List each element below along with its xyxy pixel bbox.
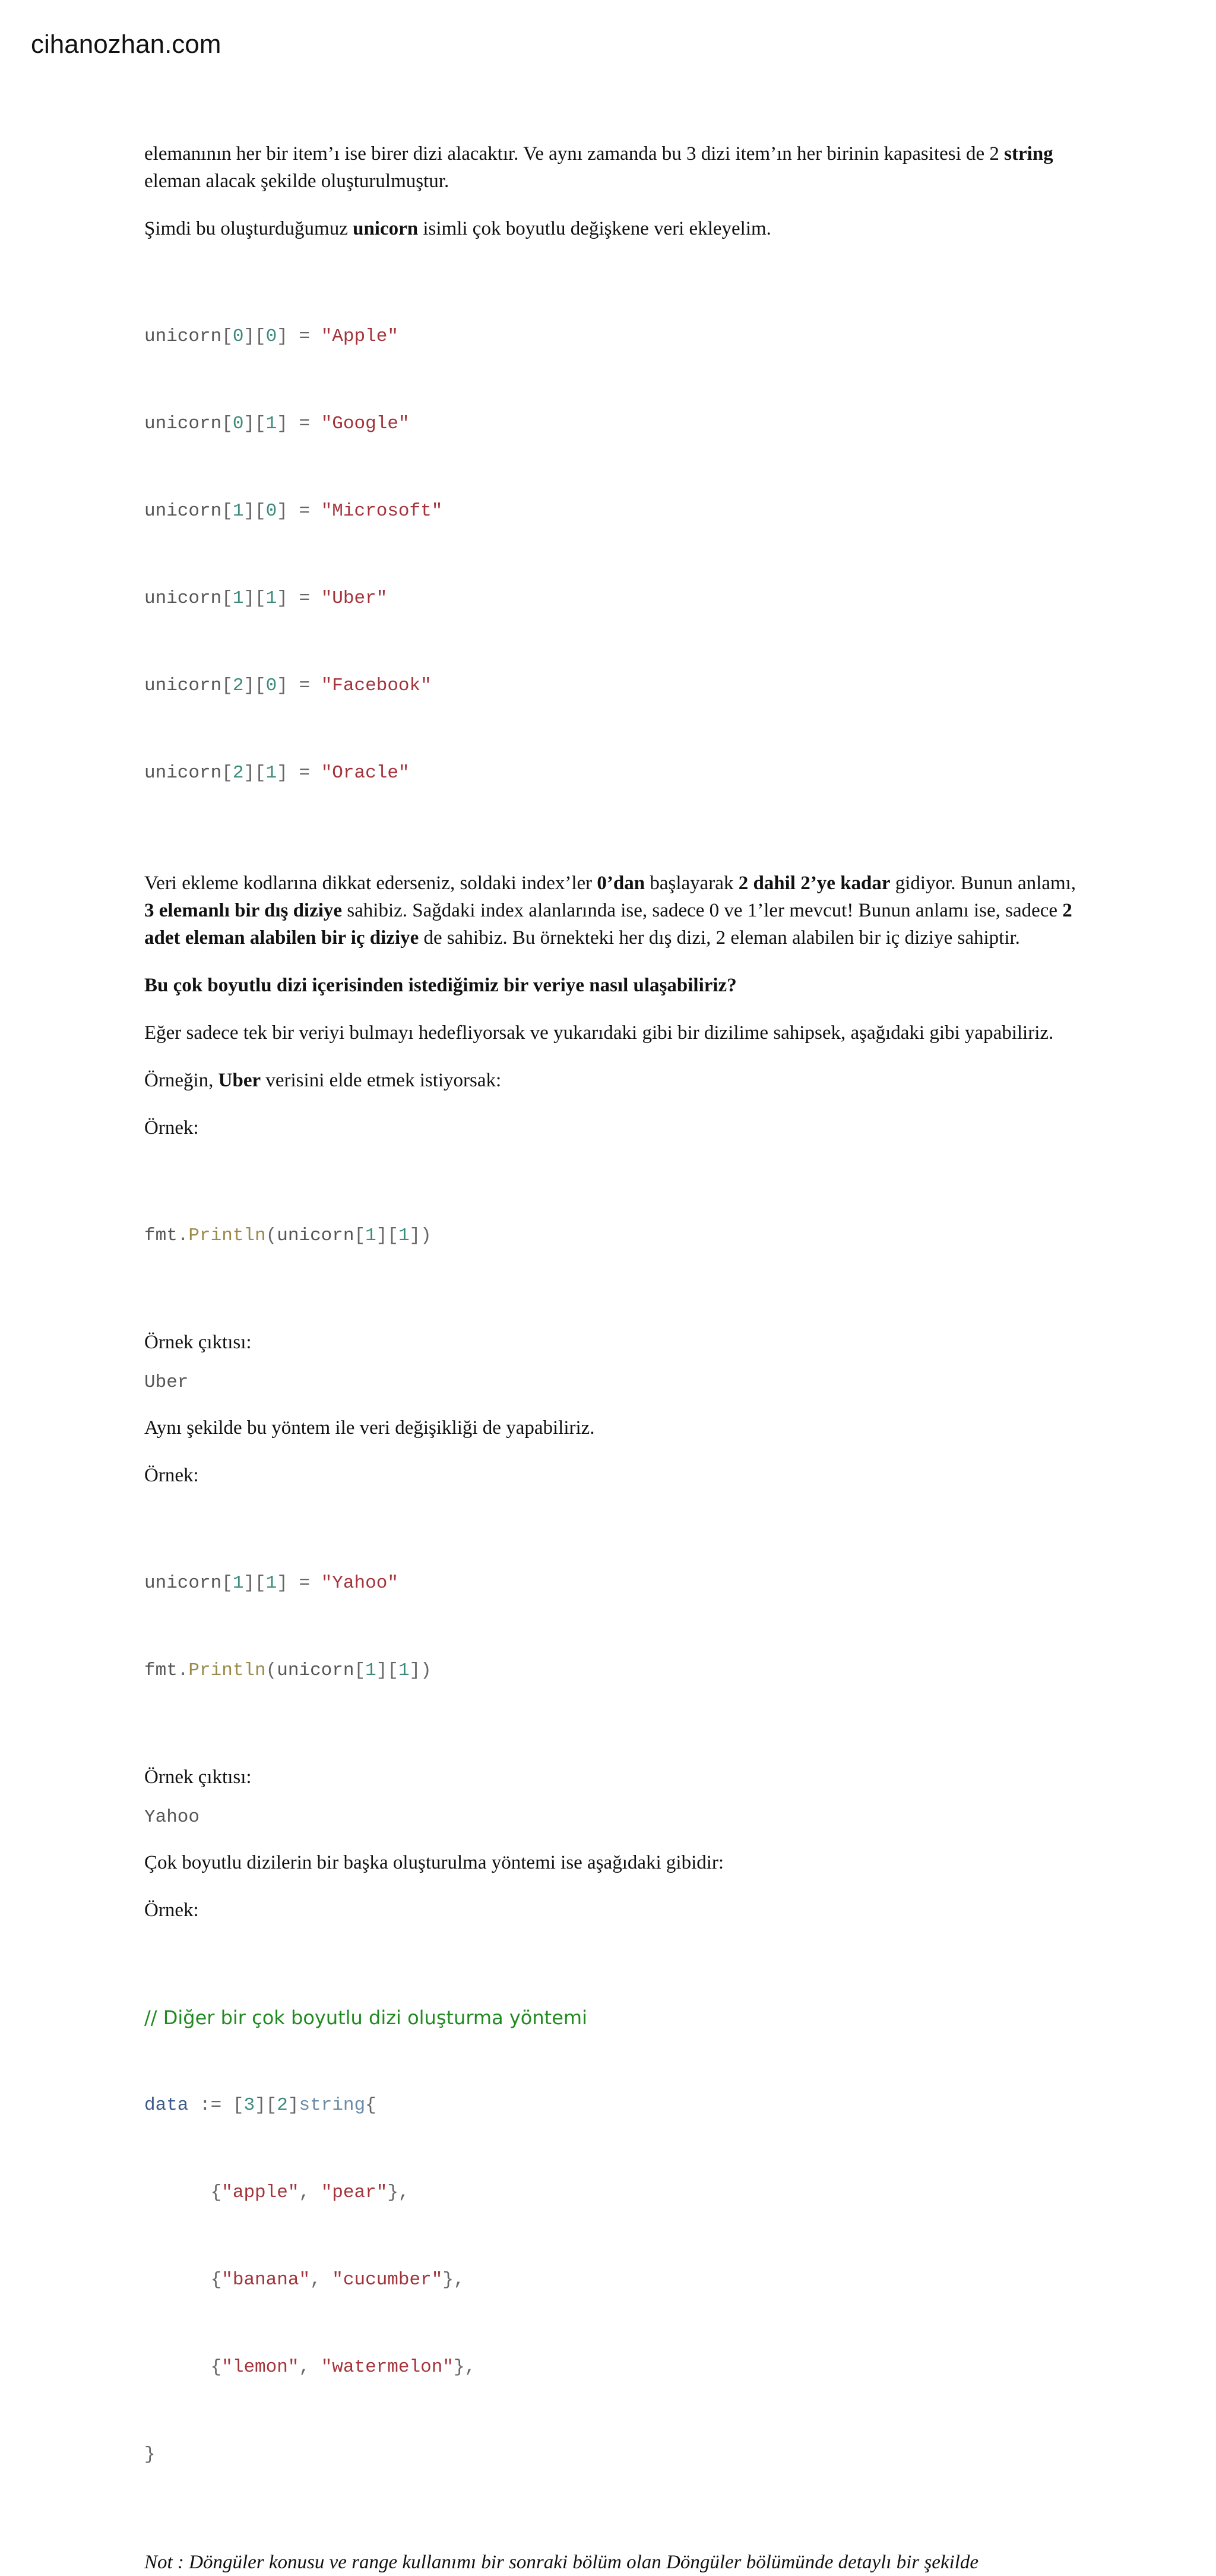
text: Şimdi bu oluşturduğumuz — [144, 218, 353, 239]
code-line: } — [144, 2444, 156, 2465]
text: başlayarak — [645, 873, 739, 894]
text: gidiyor. Bunun anlamı, — [890, 873, 1076, 894]
text: Veri ekleme kodlarına dikkat ederseniz, soldaki index’ler — [144, 873, 597, 894]
code-index: 1 — [265, 1573, 277, 1594]
code-index: 1 — [365, 1660, 376, 1681]
code-operator: := — [200, 2095, 222, 2116]
code-line: unicorn[0][0] = "Apple" — [144, 326, 398, 347]
code-line: {"banana", "cucumber"}, — [144, 2270, 465, 2290]
code-index: 1 — [232, 588, 244, 609]
code-index: 1 — [365, 1225, 376, 1246]
code-string: "lemon" — [221, 2357, 299, 2378]
code-line: unicorn[2][0] = "Facebook" — [144, 675, 432, 696]
bold-text: 2 adet eleman alabilen bir iç diziye — [144, 900, 1072, 949]
code-index: 0 — [232, 413, 244, 434]
code-line: {"apple", "pear"}, — [144, 2182, 410, 2203]
text: eleman alacak şekilde oluşturulmuştur. — [144, 170, 449, 192]
code-line: unicorn[1][0] = "Microsoft" — [144, 501, 443, 521]
bold-text: Uber — [218, 1070, 261, 1091]
code-string: "Apple" — [321, 326, 398, 347]
code-var: unicorn — [144, 326, 222, 347]
code-string: "watermelon" — [321, 2357, 454, 2378]
code-block-modify — [144, 1510, 1082, 1743]
text: de sahibiz. Bu örnekteki her dış dizi, 2 eleman alabilen bir iç diziye sahiptir. — [419, 927, 1020, 949]
code-line: fmt.Println(unicorn[1][1]) — [144, 1225, 432, 1246]
code-block-assign — [144, 264, 1082, 846]
code-index: 2 — [232, 763, 244, 783]
text: sahibiz. Sağdaki index alanlarında ise, sadece 0 ve 1’ler mevcut! Bunun anlamı ise, sadece — [342, 900, 1063, 921]
code-string: "pear" — [321, 2182, 388, 2203]
heading-text: Bu çok boyutlu dizi içerisinden istediğimiz bir veriye nasıl ulaşabiliriz? — [144, 975, 737, 996]
code-var: unicorn — [277, 1660, 354, 1681]
code-index: 2 — [277, 2095, 288, 2116]
code-var: unicorn — [144, 675, 222, 696]
code-index: 0 — [265, 326, 277, 347]
code-package: fmt — [144, 1225, 178, 1246]
output-value: Uber — [144, 1372, 189, 1393]
code-line: unicorn[0][1] = "Google" — [144, 413, 410, 434]
code-line: unicorn[1][1] = "Uber" — [144, 588, 388, 609]
document-body — [144, 140, 1082, 2576]
code-var: unicorn — [144, 763, 222, 783]
paragraph-7: Çok boyutlu dizilerin bir başka oluşturulma yöntemi ise aşağıdaki gibidir: — [144, 1852, 724, 1873]
paragraph-4: Eğer sadece tek bir veriyi bulmayı hedefliyorsak ve yukarıdaki gibi bir dizilime sahipsek, aşağıdaki gibi yapabiliriz. — [144, 1022, 1054, 1044]
code-var: unicorn — [277, 1225, 354, 1246]
paragraph-1 — [144, 140, 1082, 195]
code-function: Println — [188, 1660, 266, 1681]
site-name: cihanozhan.com — [31, 30, 221, 59]
code-index: 1 — [265, 413, 277, 434]
text: Örneğin, — [144, 1070, 218, 1091]
code-index: 0 — [232, 326, 244, 347]
bold-text: 0’dan — [597, 873, 645, 894]
code-string: "Oracle" — [321, 763, 410, 783]
text: elemanının her bir item’ı ise birer dizi alacaktır. Ve aynı zamanda bu 3 dizi item’ın her birinin kapasitesi de 2 — [144, 143, 1005, 165]
output-value: Yahoo — [144, 1807, 200, 1828]
note-text: Not : Döngüler konusu ve range kullanımı bir sonraki bölüm olan Döngüler bölümünde detaylı bir şekilde — [144, 2552, 979, 2573]
bold-text: 3 elemanlı bir dış diziye — [144, 900, 343, 921]
bold-text: unicorn — [353, 218, 419, 239]
example-label: Örnek: — [144, 1465, 199, 1486]
code-string: "Uber" — [321, 588, 388, 609]
code-index: 1 — [232, 501, 244, 521]
paragraph-6: Aynı şekilde bu yöntem ile veri değişikliği de yapabiliriz. — [144, 1417, 595, 1439]
paragraph-2 — [144, 215, 1082, 242]
code-index: 1 — [265, 763, 277, 783]
code-line: unicorn[1][1] = "Yahoo" — [144, 1573, 398, 1594]
code-var: unicorn — [144, 588, 222, 609]
paragraph-5 — [144, 1067, 1082, 1094]
text: isimli çok boyutlu değişkene veri ekleyelim. — [418, 218, 771, 239]
code-string: "Microsoft" — [321, 501, 443, 521]
text: verisini elde etmek istiyorsak: — [261, 1070, 502, 1091]
output-label: Örnek çıktısı: — [144, 1332, 252, 1353]
code-string: "banana" — [221, 2270, 311, 2290]
paragraph-3 — [144, 870, 1082, 952]
output-label: Örnek çıktısı: — [144, 1766, 252, 1788]
code-index: 3 — [243, 2095, 255, 2116]
code-index: 2 — [232, 675, 244, 696]
code-string: "Google" — [321, 413, 410, 434]
code-string: "Yahoo" — [321, 1573, 398, 1594]
code-line: data := [3][2]string{ — [144, 2095, 376, 2116]
example-label: Örnek: — [144, 1117, 199, 1139]
code-var: unicorn — [144, 413, 222, 434]
code-index: 0 — [265, 501, 277, 521]
code-function: Println — [188, 1225, 266, 1246]
example-label: Örnek: — [144, 1899, 199, 1921]
code-index: 1 — [232, 1573, 244, 1594]
code-string: "cucumber" — [332, 2270, 443, 2290]
bold-text: 2 dahil 2’ye kadar — [738, 873, 891, 894]
code-string: "Facebook" — [321, 675, 432, 696]
code-var: data — [144, 2095, 189, 2116]
code-comment: // Diğer bir çok boyutlu dizi oluşturma yöntemi — [144, 2006, 587, 2029]
code-index: 0 — [265, 675, 277, 696]
bold-text: string — [1004, 143, 1053, 165]
code-line: unicorn[2][1] = "Oracle" — [144, 763, 410, 783]
code-var: unicorn — [144, 501, 222, 521]
code-index: 1 — [398, 1660, 410, 1681]
code-index: 1 — [398, 1225, 410, 1246]
code-var: unicorn — [144, 1573, 222, 1594]
code-string: "apple" — [221, 2182, 299, 2203]
code-line: fmt.Println(unicorn[1][1]) — [144, 1660, 432, 1681]
code-block-literal — [144, 1945, 1082, 2527]
code-type: string — [299, 2095, 366, 2116]
code-line: {"lemon", "watermelon"}, — [144, 2357, 476, 2378]
code-index: 1 — [265, 588, 277, 609]
code-block-println — [144, 1163, 1082, 1308]
section-heading — [144, 972, 1082, 999]
code-package: fmt — [144, 1660, 178, 1681]
